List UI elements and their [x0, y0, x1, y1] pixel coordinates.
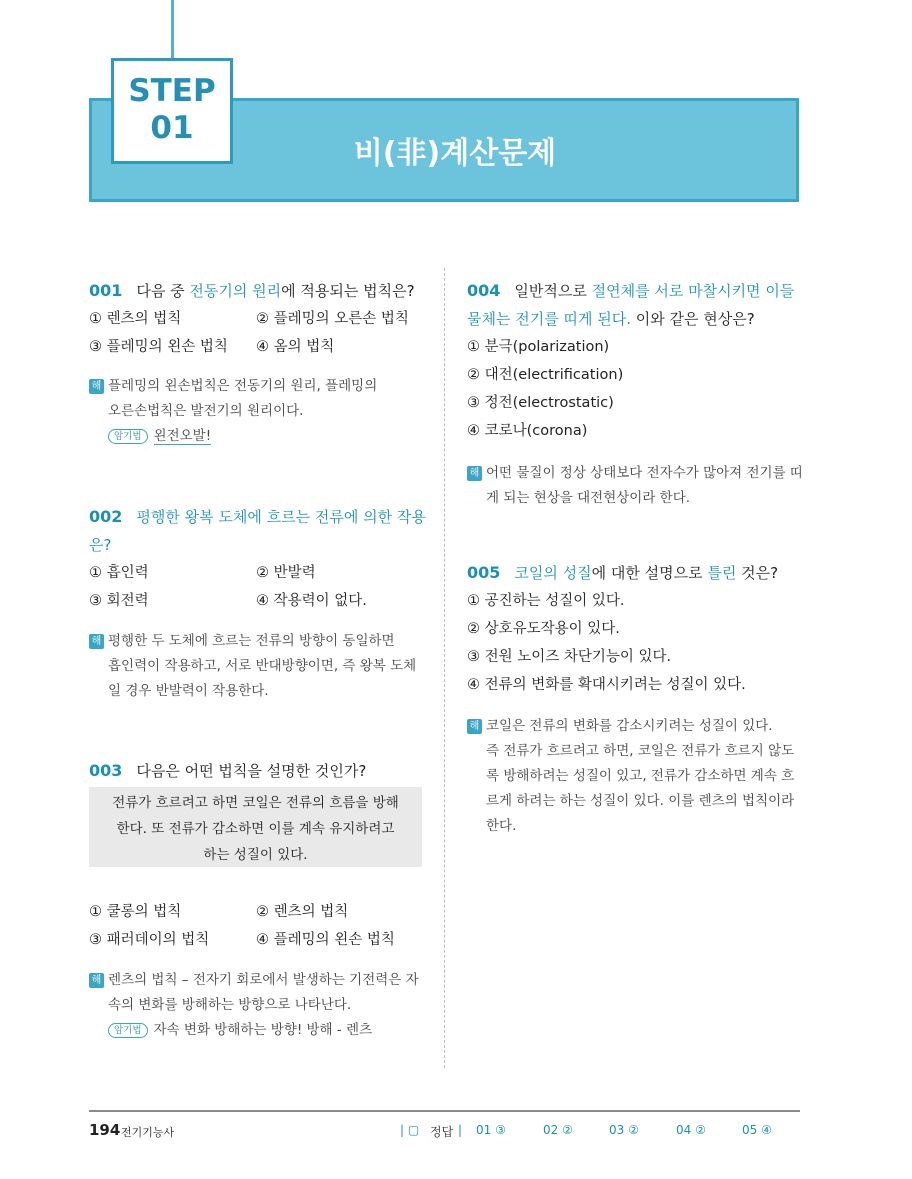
option-001-2: ② 플레밍의 오른손 법칙	[256, 311, 409, 327]
option-001-1: ① 렌츠의 법칙	[89, 311, 182, 327]
answer-05: 05 ④	[742, 1123, 772, 1137]
option-002-3: ③ 회전력	[89, 593, 149, 609]
option-004-1: ① 분극(polarization)	[467, 339, 610, 355]
option-002-2: ② 반발력	[256, 565, 316, 581]
step-number: 01	[150, 110, 194, 146]
question-002: 002 평행한 왕복 도체에 흐르는 전류에 의한 작용	[89, 507, 426, 526]
answer-002: 해 평행한 두 도체에 흐르는 전류의 방향이 동일하면 흡인력이 작용하고, 서로 반대방향이면, 즉 왕복 도체 일 경우 반발력이 작용한다.	[89, 629, 434, 704]
answer-04: 04 ②	[676, 1123, 706, 1137]
option-003-2: ② 렌츠의 법칙	[256, 904, 349, 920]
step-box	[111, 58, 233, 164]
book-icon: | ▢	[400, 1123, 420, 1137]
answer-02: 02 ②	[543, 1123, 573, 1137]
explanation-badge: 해	[467, 466, 482, 481]
answer-label: 정답	[430, 1125, 454, 1139]
memo-badge: 암기법	[108, 429, 148, 444]
book-name: 전기기능사	[121, 1126, 175, 1139]
page-number: 194	[89, 1121, 121, 1139]
option-004-4: ④ 코로나(corona)	[467, 423, 588, 439]
column-divider	[444, 268, 445, 1068]
question-002-cont: 은?	[89, 536, 112, 554]
answer-001: 해 플레밍의 왼손법칙은 전동기의 원리, 플레밍의 오른손법칙은 발전기의 원리이다. 암기법 왼전오발!	[89, 374, 429, 449]
explanation-badge: 해	[89, 973, 104, 988]
page-title: 비(非)계산문제	[353, 136, 557, 171]
option-005-2: ② 상호유도작용이 있다.	[467, 621, 620, 637]
option-001-4: ④ 옴의 법칙	[256, 339, 335, 355]
question-004-cont: 물체는 전기를 띠게 된다. 이와 같은 현상은?	[467, 310, 755, 328]
option-002-4: ④ 작용력이 없다.	[256, 593, 367, 609]
question-003-box: 전류가 흐르려고 하면 코일은 전류의 흐름을 방해 한다. 또 전류가 감소하면 이를 계속 유지하려고 하는 성질이 있다.	[89, 787, 422, 867]
explanation-badge: 해	[89, 634, 104, 649]
answer-03: 03 ②	[609, 1123, 639, 1137]
explanation-badge: 해	[89, 379, 104, 394]
question-003: 003 다음은 어떤 법칙을 설명한 것인가?	[89, 761, 367, 780]
question-004: 004 일반적으로 절연체를 서로 마찰시키면 이들	[467, 281, 795, 300]
answer-separator: |	[458, 1123, 463, 1137]
option-004-2: ② 대전(electrification)	[467, 367, 624, 383]
answer-003: 해 렌츠의 법칙 – 전자기 회로에서 발생하는 기전력은 자 속의 변화를 방해하는 방향으로 나타난다. 암기법 자속 변화 방해하는 방향! 방해 - 렌츠	[89, 968, 434, 1043]
header-vertical-line	[171, 0, 174, 62]
option-003-1: ① 쿨롱의 법칙	[89, 904, 182, 920]
option-002-1: ① 흡인력	[89, 565, 149, 581]
explanation-badge: 해	[467, 719, 482, 734]
option-004-3: ③ 정전(electrostatic)	[467, 395, 614, 411]
option-003-4: ④ 플레밍의 왼손 법칙	[256, 932, 395, 948]
answer-004: 해 어떤 물질이 정상 상태보다 전자수가 많아져 전기를 띠 게 되는 현상을 대전현상이라 한다.	[467, 461, 812, 511]
question-005: 005 코일의 성질에 대한 설명으로 틀린 것은?	[467, 563, 779, 582]
answer-01: 01 ③	[476, 1123, 506, 1137]
option-005-4: ④ 전류의 변화를 확대시키려는 성질이 있다.	[467, 677, 746, 693]
footer-rule	[89, 1110, 800, 1112]
step-label: STEP	[128, 73, 216, 109]
question-001: 001 다음 중 전동기의 원리에 적용되는 법칙은?	[89, 281, 415, 300]
option-005-1: ① 공진하는 성질이 있다.	[467, 593, 625, 609]
answer-005: 해 코일은 전류의 변화를 감소시키려는 성질이 있다. 즉 전류가 흐르려고 하면, 코일은 전류가 흐르지 않도 록 방해하려는 성질이 있고, 전류가 감소하면 계속 흐 르게 하려는 하는 성질이 있다. 이를 렌츠의 법칙이라 한다.	[467, 714, 812, 839]
memo-badge: 암기법	[108, 1023, 148, 1038]
option-003-3: ③ 패러데이의 법칙	[89, 932, 210, 948]
option-005-3: ③ 전원 노이즈 차단기능이 있다.	[467, 649, 672, 665]
option-001-3: ③ 플레밍의 왼손 법칙	[89, 339, 228, 355]
